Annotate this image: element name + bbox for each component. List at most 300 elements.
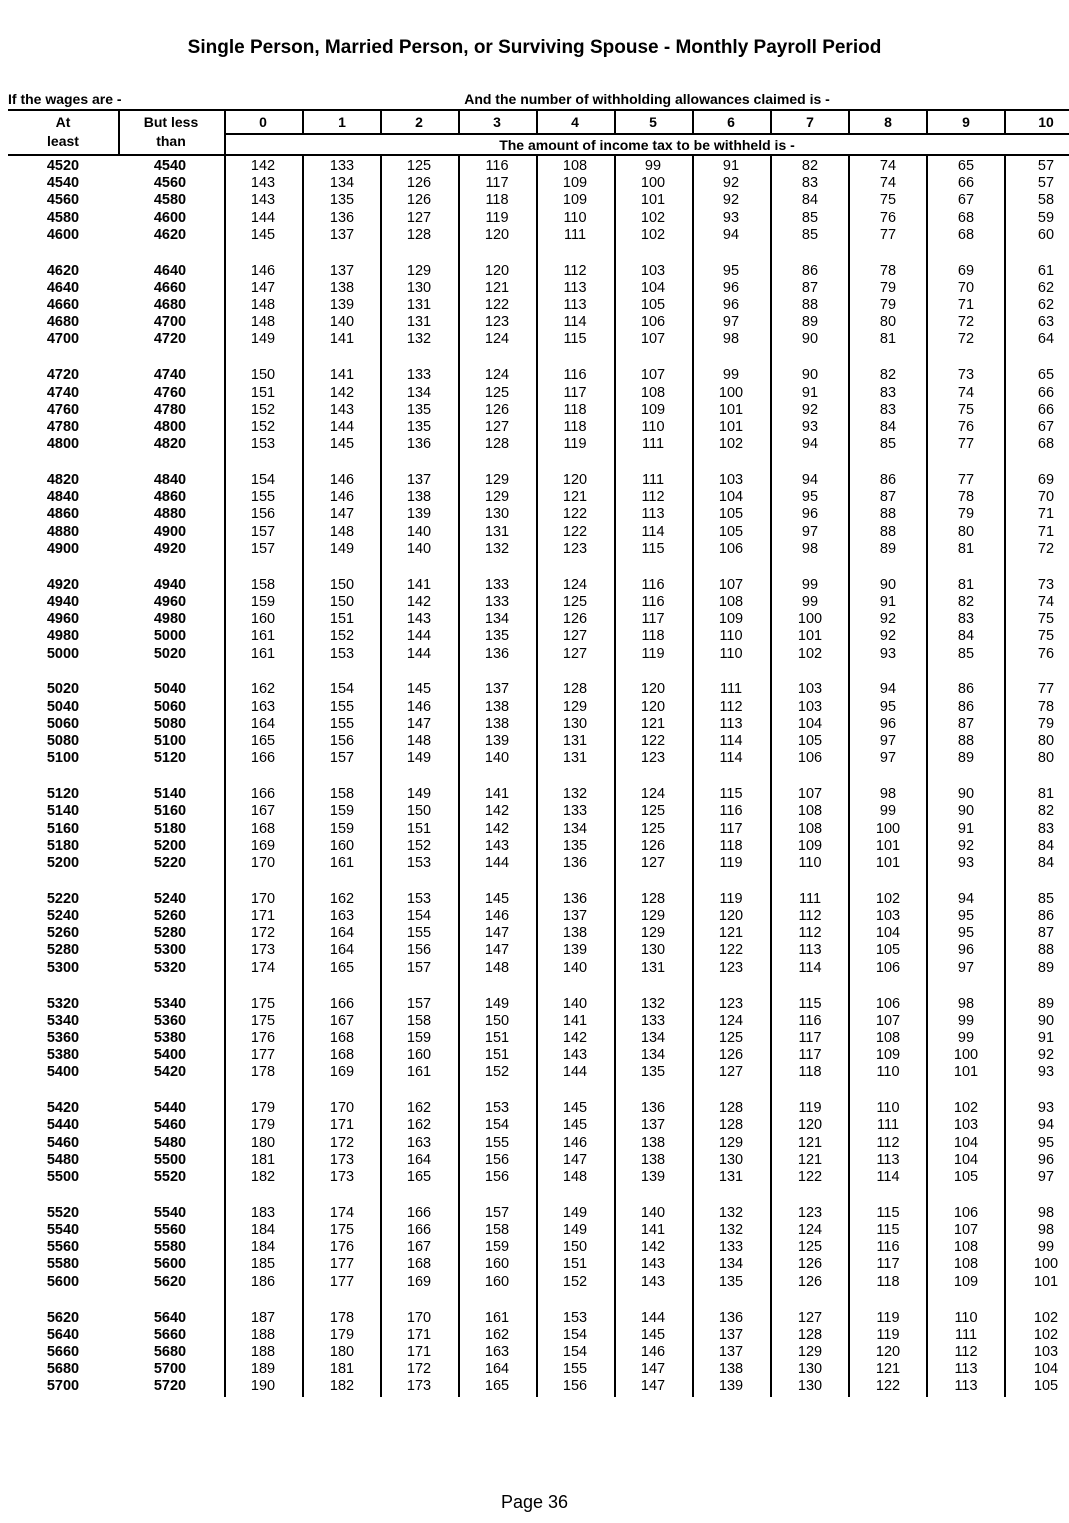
wage-at-least-cell: 4940 [46, 593, 80, 610]
tax-amount-cell: 170 [250, 890, 276, 907]
tax-amount-cell: 85 [879, 436, 897, 453]
table-row [0, 1222, 1069, 1239]
tax-amount-cell: 112 [798, 925, 822, 942]
tax-amount-cell: 127 [797, 1309, 823, 1326]
allowance-header-1: 1 [338, 114, 346, 130]
table-row [0, 1378, 1069, 1395]
wage-but-less-cell: 5400 [153, 1047, 187, 1064]
tax-amount-cell: 121 [484, 279, 510, 296]
tax-amount-cell: 58 [1037, 192, 1055, 209]
table-row [0, 1344, 1069, 1361]
tax-amount-cell: 135 [406, 418, 432, 435]
tax-amount-cell: 108 [953, 1239, 979, 1256]
tax-amount-cell: 177 [329, 1256, 355, 1273]
table-row [0, 1239, 1069, 1256]
tax-amount-cell: 107 [953, 1222, 979, 1239]
tax-amount-cell: 130 [484, 506, 510, 523]
tax-amount-cell: 95 [1037, 1134, 1055, 1151]
tax-amount-cell: 108 [562, 158, 588, 174]
tax-amount-cell: 134 [640, 1029, 666, 1046]
tax-amount-cell: 104 [953, 1151, 979, 1168]
tax-amount-cell: 81 [879, 331, 897, 348]
tax-amount-cell: 119 [563, 436, 587, 453]
tax-amount-cell: 114 [719, 733, 743, 749]
tax-amount-cell: 117 [798, 1029, 822, 1046]
tax-amount-cell: 101 [875, 854, 901, 871]
tax-amount-cell: 106 [797, 750, 823, 767]
tax-amount-cell: 151 [329, 611, 355, 628]
tax-amount-cell: 123 [484, 314, 510, 331]
table-row [0, 524, 1069, 541]
wage-at-least-cell: 5520 [46, 1204, 80, 1221]
tax-amount-cell: 106 [875, 959, 901, 976]
tax-amount-cell: 156 [484, 1168, 510, 1185]
tax-amount-cell: 59 [1037, 209, 1055, 226]
tax-amount-cell: 109 [640, 401, 666, 418]
tax-amount-cell: 160 [329, 837, 355, 854]
tax-amount-cell: 105 [1033, 1378, 1059, 1395]
tax-amount-cell: 190 [250, 1378, 276, 1395]
tax-amount-cell: 132 [406, 331, 432, 348]
table-row [0, 786, 1069, 803]
tax-amount-cell: 111 [719, 681, 743, 698]
column-divider [536, 111, 538, 133]
tax-amount-cell: 120 [562, 472, 588, 489]
wage-but-less-cell: 5480 [153, 1134, 187, 1151]
tax-amount-cell: 123 [797, 1204, 823, 1221]
tax-amount-cell: 101 [718, 401, 744, 418]
tax-amount-cell: 171 [329, 1117, 355, 1134]
tax-amount-cell: 98 [879, 786, 897, 803]
tax-amount-cell: 110 [954, 1309, 978, 1326]
tax-amount-cell: 150 [406, 803, 432, 820]
tax-amount-cell: 107 [718, 576, 744, 593]
tax-amount-cell: 152 [484, 1064, 510, 1081]
tax-amount-cell: 142 [562, 1029, 588, 1046]
tax-amount-cell: 135 [406, 401, 432, 418]
tax-amount-cell: 131 [640, 959, 666, 976]
tax-amount-cell: 127 [718, 1064, 744, 1081]
tax-amount-cell: 73 [1037, 576, 1055, 593]
tax-amount-cell: 135 [329, 192, 355, 209]
table-row [0, 611, 1069, 628]
tax-amount-cell: 120 [640, 681, 666, 698]
tax-amount-cell: 90 [957, 803, 975, 820]
tax-amount-cell: 104 [718, 489, 744, 506]
tax-amount-cell: 164 [250, 715, 276, 732]
tax-amount-cell: 121 [797, 1151, 823, 1168]
tax-amount-cell: 83 [957, 611, 975, 628]
wage-at-least-cell: 5300 [46, 959, 80, 976]
tax-amount-cell: 160 [484, 1256, 510, 1273]
tax-amount-cell: 154 [329, 681, 355, 698]
tax-amount-cell: 91 [1037, 1029, 1055, 1046]
tax-amount-cell: 134 [718, 1256, 744, 1273]
table-row [0, 436, 1069, 453]
tax-amount-cell: 109 [953, 1273, 979, 1290]
tax-amount-cell: 144 [406, 645, 432, 662]
column-divider [926, 111, 928, 133]
tax-amount-cell: 131 [406, 297, 432, 314]
tax-amount-cell: 119 [798, 1100, 822, 1117]
tax-amount-cell: 110 [641, 418, 665, 435]
tax-amount-cell: 146 [406, 698, 432, 715]
tax-amount-cell: 119 [641, 645, 665, 662]
tax-amount-cell: 108 [640, 384, 666, 401]
table-top-rule [8, 109, 1069, 111]
tax-amount-cell: 158 [484, 1222, 510, 1239]
tax-amount-cell: 119 [485, 209, 509, 226]
tax-amount-cell: 63 [1037, 314, 1055, 331]
tax-amount-cell: 128 [406, 226, 432, 243]
wage-at-least-cell: 5440 [46, 1117, 80, 1134]
wage-at-least-cell: 4740 [46, 384, 80, 401]
tax-amount-cell: 133 [718, 1239, 744, 1256]
tax-amount-cell: 97 [957, 959, 975, 976]
tax-amount-cell: 161 [329, 854, 355, 871]
tax-amount-cell: 155 [250, 489, 276, 506]
tax-amount-cell: 151 [562, 1256, 588, 1273]
tax-amount-cell: 168 [250, 820, 276, 837]
wage-at-least-cell: 5380 [46, 1047, 80, 1064]
tax-amount-cell: 184 [250, 1239, 276, 1256]
tax-amount-cell: 123 [640, 750, 666, 767]
tax-amount-cell: 113 [563, 279, 587, 296]
wage-at-least-cell: 5240 [46, 908, 80, 924]
tax-amount-cell: 157 [484, 1204, 510, 1221]
tax-amount-cell: 151 [406, 820, 432, 837]
tax-amount-cell: 148 [562, 1168, 588, 1185]
tax-amount-cell: 136 [640, 1100, 666, 1117]
tax-amount-cell: 134 [562, 820, 588, 837]
table-row [0, 960, 1069, 977]
tax-amount-cell: 105 [640, 297, 666, 314]
tax-amount-cell: 98 [801, 540, 819, 557]
tax-amount-cell: 180 [329, 1343, 355, 1360]
tax-amount-cell: 101 [875, 837, 901, 854]
wage-at-least-cell: 5360 [46, 1029, 80, 1046]
tax-amount-cell: 114 [563, 314, 587, 331]
tax-amount-cell: 110 [719, 645, 743, 662]
tax-amount-cell: 156 [250, 506, 276, 523]
table-row [0, 838, 1069, 855]
wage-but-less-cell: 4920 [153, 540, 187, 557]
tax-amount-cell: 150 [329, 593, 355, 610]
wage-but-less-cell: 5600 [153, 1256, 187, 1273]
tax-amount-cell: 84 [879, 418, 897, 435]
tax-amount-cell: 109 [797, 837, 823, 854]
tax-amount-cell: 112 [641, 489, 665, 506]
tax-amount-cell: 95 [957, 908, 975, 924]
wage-but-less-cell: 5200 [153, 837, 187, 854]
tax-amount-cell: 171 [250, 908, 276, 924]
tax-amount-cell: 133 [406, 367, 432, 384]
tax-amount-cell: 117 [719, 820, 743, 837]
tax-amount-cell: 87 [1037, 925, 1055, 942]
tax-amount-cell: 127 [484, 418, 510, 435]
tax-amount-cell: 143 [329, 401, 355, 418]
table-row [0, 297, 1069, 314]
table-row [0, 577, 1069, 594]
tax-amount-cell: 105 [718, 523, 744, 540]
tax-amount-cell: 132 [484, 540, 510, 557]
tax-amount-cell: 107 [640, 331, 666, 348]
tax-amount-cell: 65 [957, 158, 975, 174]
wage-but-less-cell: 5440 [153, 1100, 187, 1117]
tax-amount-cell: 149 [406, 786, 432, 803]
tax-amount-cell: 121 [562, 489, 588, 506]
tax-amount-cell: 97 [1037, 1168, 1055, 1185]
tax-amount-cell: 163 [329, 908, 355, 924]
tax-amount-cell: 115 [876, 1222, 900, 1239]
tax-amount-cell: 143 [250, 192, 276, 209]
tax-amount-cell: 145 [562, 1100, 588, 1117]
tax-amount-cell: 80 [879, 314, 897, 331]
tax-amount-cell: 103 [1033, 1343, 1059, 1360]
tax-amount-cell: 169 [406, 1273, 432, 1290]
tax-amount-cell: 112 [563, 262, 587, 279]
tax-amount-cell: 90 [801, 331, 819, 348]
but-less-header-line2: than [156, 133, 186, 149]
tax-amount-cell: 125 [640, 803, 666, 820]
wage-at-least-cell: 4600 [46, 226, 80, 243]
tax-amount-cell: 108 [797, 803, 823, 820]
tax-amount-cell: 154 [406, 908, 432, 924]
wage-at-least-cell: 4560 [46, 192, 80, 209]
tax-amount-cell: 125 [484, 384, 510, 401]
wage-at-least-cell: 5700 [46, 1378, 80, 1395]
tax-amount-cell: 129 [640, 925, 666, 942]
row-group [0, 367, 1069, 472]
tax-amount-cell: 126 [484, 401, 510, 418]
tax-amount-cell: 131 [562, 733, 588, 749]
wage-at-least-cell: 4880 [46, 523, 80, 540]
tax-amount-cell: 88 [801, 297, 819, 314]
tax-amount-cell: 61 [1037, 262, 1055, 279]
tax-amount-cell: 75 [879, 192, 897, 209]
tax-amount-cell: 91 [879, 593, 897, 610]
tax-amount-cell: 130 [640, 942, 666, 959]
tax-amount-cell: 186 [250, 1273, 276, 1290]
tax-amount-cell: 128 [484, 436, 510, 453]
tax-amount-cell: 142 [329, 384, 355, 401]
table-row [0, 192, 1069, 209]
tax-amount-cell: 117 [798, 1047, 822, 1064]
tax-amount-cell: 140 [406, 523, 432, 540]
tax-amount-cell: 112 [719, 698, 743, 715]
tax-amount-cell: 99 [957, 1012, 975, 1029]
tax-amount-cell: 154 [562, 1326, 588, 1343]
table-row [0, 1117, 1069, 1134]
tax-amount-cell: 150 [250, 367, 276, 384]
tax-amount-cell: 159 [329, 803, 355, 820]
tax-amount-cell: 87 [879, 489, 897, 506]
tax-amount-cell: 125 [797, 1239, 823, 1256]
tax-amount-cell: 104 [797, 715, 823, 732]
tax-amount-cell: 103 [797, 681, 823, 698]
tax-amount-cell: 100 [1033, 1256, 1059, 1273]
tax-amount-cell: 86 [957, 681, 975, 698]
table-row [0, 489, 1069, 506]
withholding-table-body [0, 158, 1069, 1414]
tax-amount-cell: 130 [718, 1151, 744, 1168]
tax-amount-cell: 82 [801, 158, 819, 174]
tax-amount-cell: 189 [250, 1361, 276, 1378]
wage-at-least-cell: 4780 [46, 418, 80, 435]
tax-amount-cell: 182 [250, 1168, 276, 1185]
tax-amount-cell: 111 [563, 226, 587, 243]
wage-but-less-cell: 4720 [153, 331, 187, 348]
tax-amount-cell: 116 [563, 367, 587, 384]
tax-amount-cell: 138 [329, 279, 355, 296]
tax-amount-cell: 130 [797, 1361, 823, 1378]
tax-amount-cell: 137 [562, 908, 588, 924]
tax-amount-cell: 170 [406, 1309, 432, 1326]
tax-amount-cell: 153 [250, 436, 276, 453]
tax-amount-cell: 121 [797, 1134, 823, 1151]
tax-amount-cell: 139 [562, 942, 588, 959]
tax-amount-cell: 188 [250, 1343, 276, 1360]
tax-amount-cell: 127 [640, 854, 666, 871]
tax-amount-cell: 104 [640, 279, 666, 296]
tax-amount-cell: 141 [329, 331, 355, 348]
tax-amount-cell: 128 [718, 1100, 744, 1117]
tax-amount-cell: 110 [876, 1100, 900, 1117]
tax-amount-cell: 74 [879, 158, 897, 174]
tax-amount-cell: 100 [953, 1047, 979, 1064]
wage-but-less-cell: 4600 [153, 209, 187, 226]
row-group [0, 996, 1069, 1101]
tax-amount-cell: 121 [875, 1361, 901, 1378]
tax-amount-cell: 144 [406, 628, 432, 645]
tax-amount-cell: 111 [641, 436, 665, 453]
tax-amount-cell: 144 [250, 209, 276, 226]
wage-but-less-cell: 5000 [153, 628, 187, 645]
allowance-header-5: 5 [649, 114, 657, 130]
tax-amount-cell: 133 [329, 158, 355, 174]
column-divider [380, 111, 382, 133]
tax-amount-cell: 131 [406, 314, 432, 331]
tax-amount-cell: 92 [879, 611, 897, 628]
wage-at-least-cell: 4520 [46, 158, 80, 174]
wage-at-least-cell: 5060 [46, 715, 80, 732]
tax-amount-cell: 87 [801, 279, 819, 296]
tax-amount-cell: 71 [1037, 506, 1055, 523]
tax-amount-cell: 125 [562, 593, 588, 610]
wage-at-least-cell: 5460 [46, 1134, 80, 1151]
column-divider [118, 111, 120, 154]
table-row [0, 1100, 1069, 1117]
tax-amount-cell: 147 [250, 279, 276, 296]
tax-amount-cell: 170 [250, 854, 276, 871]
tax-amount-cell: 85 [801, 209, 819, 226]
table-row [0, 821, 1069, 838]
tax-amount-cell: 108 [797, 820, 823, 837]
tax-amount-cell: 149 [562, 1204, 588, 1221]
wage-but-less-cell: 5640 [153, 1309, 187, 1326]
wage-at-least-cell: 4800 [46, 436, 80, 453]
tax-amount-cell: 97 [801, 523, 819, 540]
tax-amount-cell: 107 [875, 1012, 901, 1029]
tax-amount-cell: 150 [484, 1012, 510, 1029]
tax-amount-cell: 138 [640, 1151, 666, 1168]
tax-amount-cell: 157 [406, 959, 432, 976]
tax-amount-cell: 66 [1037, 401, 1055, 418]
tax-amount-cell: 81 [1037, 786, 1055, 803]
tax-amount-cell: 115 [876, 1204, 900, 1221]
tax-amount-cell: 136 [329, 209, 355, 226]
tax-amount-cell: 84 [1037, 837, 1055, 854]
table-row [0, 314, 1069, 331]
wage-at-least-cell: 5140 [46, 803, 80, 820]
tax-amount-cell: 161 [250, 645, 276, 662]
tax-amount-cell: 145 [640, 1326, 666, 1343]
tax-amount-cell: 163 [250, 698, 276, 715]
tax-amount-cell: 113 [563, 297, 587, 314]
tax-amount-cell: 165 [329, 959, 355, 976]
tax-amount-cell: 136 [406, 436, 432, 453]
tax-amount-cell: 143 [562, 1047, 588, 1064]
wage-but-less-cell: 4560 [153, 175, 187, 192]
tax-amount-cell: 143 [640, 1256, 666, 1273]
tax-amount-cell: 76 [879, 209, 897, 226]
table-row [0, 925, 1069, 942]
tax-amount-cell: 106 [953, 1204, 979, 1221]
tax-amount-cell: 88 [879, 506, 897, 523]
wage-at-least-cell: 4920 [46, 576, 80, 593]
tax-amount-cell: 169 [329, 1064, 355, 1081]
tax-amount-cell: 135 [718, 1273, 744, 1290]
tax-amount-cell: 159 [406, 1029, 432, 1046]
tax-amount-cell: 130 [797, 1378, 823, 1395]
tax-amount-cell: 94 [801, 472, 819, 489]
tax-amount-cell: 155 [329, 715, 355, 732]
table-row [0, 1310, 1069, 1327]
tax-amount-cell: 155 [406, 925, 432, 942]
tax-amount-cell: 140 [406, 540, 432, 557]
column-header-rule [225, 133, 1069, 135]
tax-amount-cell: 166 [250, 750, 276, 767]
tax-amount-cell: 129 [640, 908, 666, 924]
wage-but-less-cell: 5500 [153, 1151, 187, 1168]
allowance-header-10: 10 [1038, 114, 1054, 130]
wage-at-least-cell: 5200 [46, 854, 80, 871]
tax-amount-cell: 134 [329, 175, 355, 192]
wage-at-least-cell: 5600 [46, 1273, 80, 1290]
tax-amount-cell: 156 [406, 942, 432, 959]
tax-amount-cell: 183 [250, 1204, 276, 1221]
tax-amount-cell: 164 [484, 1361, 510, 1378]
tax-amount-cell: 129 [797, 1343, 823, 1360]
tax-amount-cell: 151 [484, 1029, 510, 1046]
tax-amount-cell: 77 [957, 436, 975, 453]
table-row [0, 628, 1069, 645]
row-group [0, 681, 1069, 786]
tax-amount-cell: 120 [797, 1117, 823, 1134]
tax-amount-cell: 154 [484, 1117, 510, 1134]
tax-amount-cell: 137 [718, 1343, 744, 1360]
tax-amount-cell: 141 [484, 786, 510, 803]
wage-at-least-cell: 4980 [46, 628, 80, 645]
tax-amount-cell: 113 [719, 715, 743, 732]
tax-amount-cell: 168 [329, 1029, 355, 1046]
tax-amount-cell: 149 [250, 331, 276, 348]
tax-amount-cell: 164 [329, 942, 355, 959]
tax-amount-cell: 111 [954, 1326, 978, 1343]
tax-amount-cell: 176 [250, 1029, 276, 1046]
tax-amount-cell: 101 [640, 192, 666, 209]
tax-amount-cell: 93 [879, 645, 897, 662]
